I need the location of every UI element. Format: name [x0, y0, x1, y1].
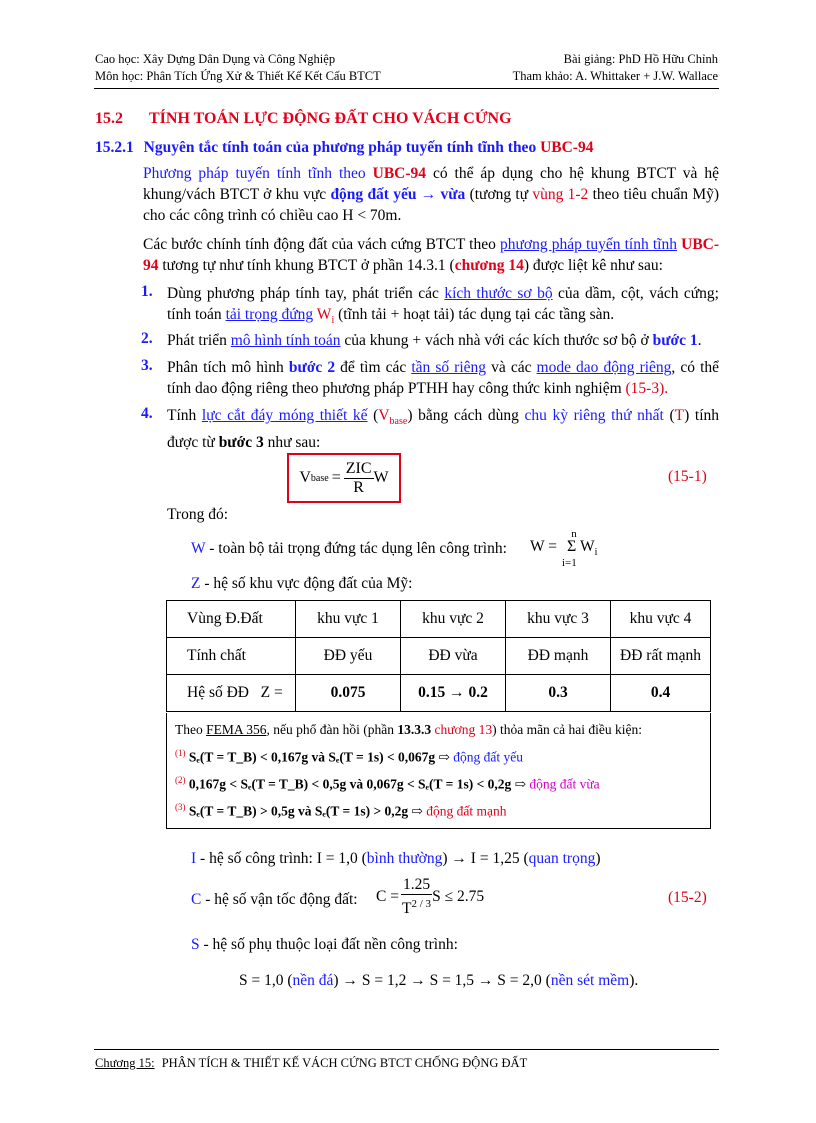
note-condition-1: $^{(1)}$ Sₑ(T = T_B) < 0,167g và Sₑ(T = 1s) < 0,067g ⇨ động đất yếu: [175, 748, 523, 765]
step-1-number: 1.: [141, 283, 153, 300]
link-mode-shapes[interactable]: mode dao động riêng: [536, 359, 672, 376]
where-label: Trong đó:: [167, 506, 229, 523]
equation-fraction: $\frac{\text{ZIC}}{R}$: [345, 459, 372, 496]
def-c: C - hệ số vận tốc động đất:: [191, 891, 358, 908]
footer-title: PHÂN TÍCH & THIẾT KẾ VÁCH CỨNG BTCT CHỐNG ĐỘNG ĐẤT: [161, 1056, 528, 1070]
footer-divider: [94, 1049, 719, 1050]
section-heading: [95, 110, 512, 128]
paragraph-2: Các bước chính tính động đất của vách cứng BTCT theo phương pháp tuyến tính tĩnh UBC-94 tương tự như tính khung BTCT ở phần 14.3.1 (chương 14) được liệt kê như sau:: [143, 236, 720, 274]
paragraph-1: Phương pháp tuyến tính tĩnh theo UBC-94 có thể áp dụng cho hệ khung BTCT và hệ khung/vách BTCT ở khu vực động đất yếu → vừa (tương tự vùng 1-2 theo tiêu chuẩn Mỹ) cho các công trình có chiều cao H < 70m.: [143, 165, 720, 224]
subsection-title: Nguyên tắc tính toán của phương pháp tuyến tính tĩnh theo: [143, 139, 537, 156]
note-intro: Theo FEMA 356, nếu phổ đàn hồi (phần 13.3.3 chương 13) thỏa mãn cả hai điều kiện:: [175, 722, 643, 737]
table-row: Tính chất ĐĐ yếu ĐĐ vừa ĐĐ mạnh ĐĐ rất mạnh: [167, 638, 711, 675]
link-static-method[interactable]: phương pháp tuyến tính tĩnh: [500, 236, 677, 253]
equation-15-1: V base = $\frac{\text{ZIC}}{R}$ W: [287, 453, 401, 503]
seismic-zone-table: [166, 600, 711, 712]
subsection-heading: [95, 139, 593, 157]
section-title: TÍNH TOÁN LỰC ĐỘNG ĐẤT CHO VÁCH CỨNG: [149, 110, 512, 127]
formula-c: C = $\frac{1.25}{T^{2 / 3}}$ S ≤ 2.75: [376, 876, 485, 918]
header-lecturer: Bài giảng: PhD Hồ Hữu Chỉnh: [563, 52, 718, 66]
def-z: Z - hệ số khu vực động đất của Mỹ:: [191, 575, 413, 592]
def-s: S - hệ số phụ thuộc loại đất nền công trình:: [191, 936, 458, 953]
soil-factor-line: S = 1,0 (nền đá) → S = 1,2 → S = 1,5 → S = 2,0 (nền sét mềm).: [239, 972, 639, 989]
step-4: Tính lực cắt đáy móng thiết kế $(V_{base})$ bằng cách dùng chu kỳ riêng thứ nhất (T) tính được từ bước 3 như sau:: [167, 407, 720, 452]
step-2-number: 2.: [141, 330, 153, 347]
subsection-number: 15.2.1: [95, 139, 134, 156]
table-row: Vùng Đ.Đất khu vực 1 khu vực 2 khu vực 3 khu vực 4: [167, 601, 711, 638]
def-i: I - hệ số công trình: I = 1,0 (bình thường) → I = 1,25 (quan trọng): [191, 850, 601, 867]
link-preliminary-size[interactable]: kích thước sơ bộ: [444, 285, 553, 302]
step-3-number: 3.: [141, 357, 153, 374]
subsection-code: UBC-94: [540, 139, 594, 156]
step-2: Phát triển mô hình tính toán của khung + vách nhà với các kích thước sơ bộ ở bước 1.: [167, 332, 702, 349]
footer: [95, 1056, 527, 1071]
fema-note-box: [166, 713, 711, 829]
note-condition-2: $^{(2)}$ 0,167g < Sₑ(T = T_B) < 0,5g và 0,067g < Sₑ(T = 1s) < 0,2g ⇨ động đất vừa: [175, 775, 600, 792]
header-right: [480, 51, 718, 85]
header-reference: Tham khảo: A. Whittaker + J.W. Wallace: [512, 69, 718, 83]
header-divider: [94, 88, 719, 89]
link-natural-frequency[interactable]: tần số riêng: [411, 359, 487, 376]
link-vertical-load[interactable]: tải trọng đứng: [225, 306, 314, 323]
header-left: [95, 51, 381, 85]
header-subject: Môn học: Phân Tích Ứng Xử & Thiết Kế Kết Cấu BTCT: [95, 69, 381, 83]
table-row: Hệ số ĐĐ Z = 0.075 0.15 → 0.2 0.3 0.4: [167, 675, 711, 712]
link-calc-model[interactable]: mô hình tính toán: [230, 332, 341, 349]
link-fema-356[interactable]: FEMA 356: [206, 722, 267, 737]
link-base-shear[interactable]: lực cắt đáy móng thiết kế: [201, 407, 368, 424]
equation-label-15-1: (15-1): [668, 468, 707, 485]
step-1: Dùng phương pháp tính tay, phát triển các kích thước sơ bộ của dầm, cột, vách cứng; tính toán tải trọng đứng $W_i$ (tĩnh tải + hoạt tải) tác dụng tại các tầng sàn.: [167, 285, 719, 327]
step-4-number: 4.: [141, 405, 153, 422]
step-3: Phân tích mô hình bước 2 để tìm các tần số riêng và các mode dao động riêng, có thể tính dao động riêng theo phương pháp PTHH hay công thức kinh nghiệm (15-3).: [167, 359, 720, 397]
equation-label-15-2: (15-2): [668, 889, 707, 906]
note-condition-3: $^{(3)}$ Sₑ(T = T_B) > 0,5g và Sₑ(T = 1s) > 0,2g ⇨ động đất mạnh: [175, 802, 507, 819]
footer-chapter: Chương 15:: [95, 1056, 155, 1070]
header-course: Cao học: Xây Dựng Dân Dụng và Công Nghiệp: [95, 52, 336, 66]
def-w: W - toàn bộ tải trọng đứng tác dụng lên công trình:: [191, 540, 507, 557]
section-number: 15.2: [95, 110, 123, 127]
